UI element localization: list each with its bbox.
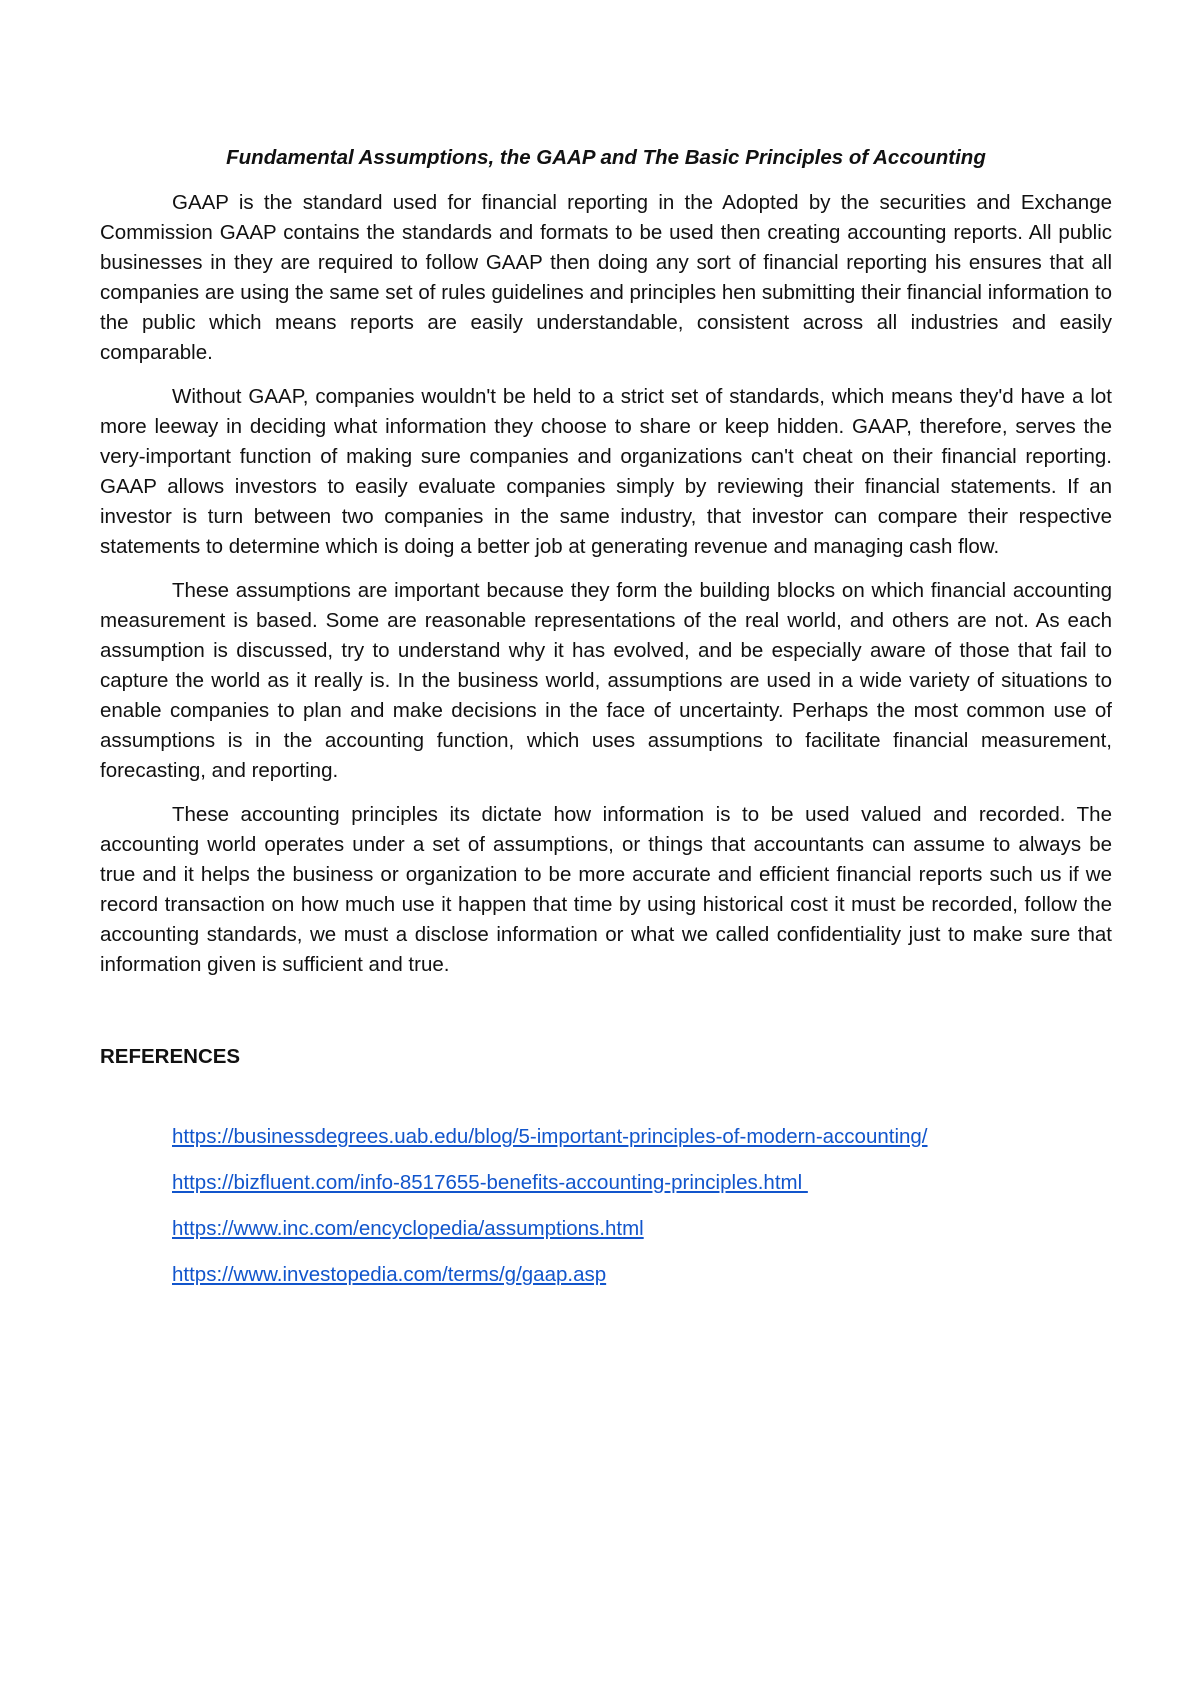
references-heading: REFERENCES — [100, 1045, 241, 1068]
reference-item — [172, 1214, 1112, 1244]
references-list — [100, 1122, 1112, 1290]
paragraph-accounting-principles: These accounting principles its dictate how information is to be used valued and recorded. The accounting world operates under a set of assumptions, or things that accountants can assume to always be true and it helps the business or organization to be more accurate and efficient financial reports such us if we record transaction on how much use it happen that time by using historical cost it must be recorded, follow the accounting standards, we must a disclose information or what we called confidentiality just to make sure that information given is sufficient and true. — [100, 803, 1112, 976]
reference-link-uab[interactable]: https://businessdegrees.uab.edu/blog/5-important-principles-of-modern-accounting/ — [172, 1125, 928, 1148]
reference-link-inc[interactable]: https://www.inc.com/encyclopedia/assumptions.html — [172, 1217, 644, 1240]
document-body — [100, 143, 1112, 1306]
reference-item — [172, 1260, 1112, 1290]
reference-link-bizfluent[interactable]: https://bizfluent.com/info-8517655-benefits-accounting-principles.html — [172, 1171, 808, 1194]
paragraph-gaap-standard: GAAP is the standard used for financial reporting in the Adopted by the securities and Exchange Commission GAAP contains the standards and formats to be used then creating accounting reports. All public businesses in they are required to follow GAAP then doing any sort of financial reporting his ensures that all companies are using the same set of rules guidelines and principles hen submitting their financial information to the public which means reports are easily understandable, consistent across all industries and easily comparable. — [100, 191, 1112, 364]
paragraph-assumptions: These assumptions are important because they form the building blocks on which financial accounting measurement is based. Some are reasonable representations of the real world, and others are not. As each assumption is discussed, try to understand why it has evolved, and be especially aware of those that fail to capture the world as it really is. In the business world, assumptions are used in a wide variety of situations to enable companies to plan and make decisions in the face of uncertainty. Perhaps the most common use of assumptions is in the accounting function, which uses assumptions to facilitate financial measurement, forecasting, and reporting. — [100, 579, 1112, 782]
paragraph-without-gaap: Without GAAP, companies wouldn't be held to a strict set of standards, which means they'd have a lot more leeway in deciding what information they choose to share or keep hidden. GAAP, therefore, serves the very-important function of making sure companies and organizations can't cheat on their financial reporting. GAAP allows investors to easily evaluate companies simply by reviewing their financial statements. If an investor is turn between two companies in the same industry, that investor can compare their respective statements to determine which is doing a better job at generating revenue and managing cash flow. — [100, 385, 1112, 558]
reference-item — [172, 1122, 1112, 1152]
reference-item — [172, 1168, 1112, 1198]
reference-link-investopedia[interactable]: https://www.investopedia.com/terms/g/gaap.asp — [172, 1263, 607, 1286]
document-title: Fundamental Assumptions, the GAAP and The Basic Principles of Accounting — [226, 146, 986, 169]
